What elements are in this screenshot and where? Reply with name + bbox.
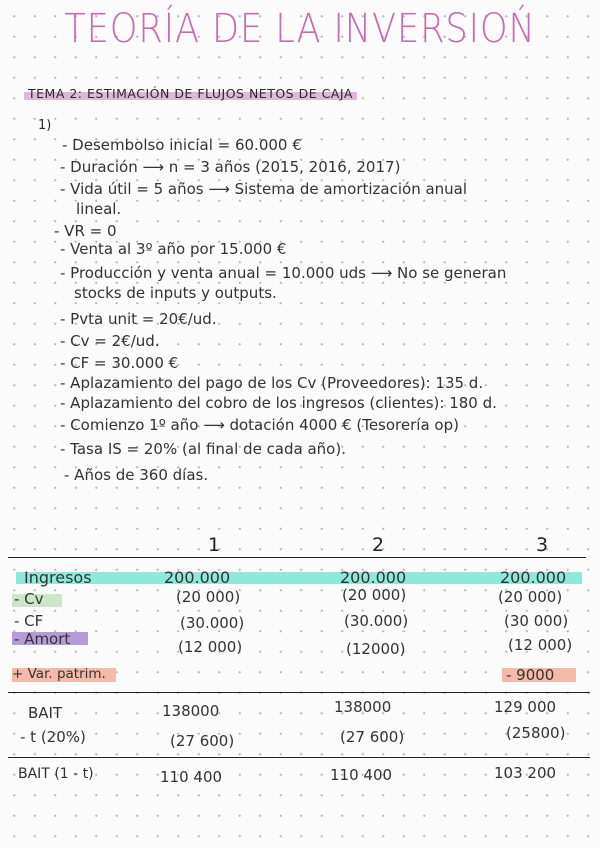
exercise-number: 1): [38, 118, 52, 133]
table-cell: 103 200: [494, 764, 557, 782]
note-line: - Venta al 3º año por 15.000 €: [60, 240, 287, 258]
row-label: - Amort: [14, 630, 71, 648]
table-divider: [8, 757, 590, 758]
table-cell: (27 600): [340, 728, 405, 746]
table-cell: 138000: [162, 702, 220, 720]
note-line: - Tasa IS = 20% (al final de cada año).: [60, 440, 346, 458]
note-line: - Comienzo 1º año ⟶ dotación 4000 € (Tesorería op): [60, 416, 459, 434]
note-line: - CF = 30.000 €: [60, 354, 179, 372]
table-cell: 200.000: [340, 568, 407, 587]
table-cell: (25800): [506, 724, 566, 742]
table-cell: (12 000): [508, 636, 573, 654]
row-label: Ingresos: [24, 568, 92, 587]
table-cell: (27 600): [170, 732, 235, 750]
table-cell: (30.000): [180, 614, 245, 632]
table-cell: 200.000: [500, 568, 567, 587]
row-label: BAIT (1 - t): [18, 766, 94, 782]
table-divider: [8, 557, 586, 558]
note-line: - Producción y venta anual = 10.000 uds ⟶ No se generan: [60, 264, 507, 282]
ingresos-highlight: [16, 572, 582, 584]
row-label: - Cv: [14, 590, 44, 608]
note-line: - Pvta unit = 20€/ud.: [60, 310, 217, 328]
note-line: stocks de inputs y outputs.: [74, 284, 277, 302]
table-cell: (12000): [346, 640, 406, 658]
table-cell: 110 400: [160, 768, 223, 786]
note-line: - Duración ⟶ n = 3 años (2015, 2016, 2017): [60, 158, 401, 176]
year-header: 2: [372, 534, 385, 556]
table-cell: 138000: [334, 698, 392, 716]
note-line: - Vida útil = 5 años ⟶ Sistema de amortización anual: [60, 180, 468, 198]
note-line: - VR = 0: [54, 222, 117, 240]
note-line: - Cv = 2€/ud.: [60, 332, 160, 350]
note-line: lineal.: [76, 200, 122, 218]
table-cell: 200.000: [164, 568, 231, 587]
table-cell: (20 000): [176, 588, 241, 606]
table-cell: (20 000): [498, 588, 563, 606]
table-cell: 110 400: [330, 766, 393, 784]
table-divider: [8, 692, 590, 693]
row-label: - CF: [14, 612, 44, 630]
table-cell: 129 000: [494, 698, 557, 716]
note-line: - Aplazamiento del cobro de los ingresos (clientes): 180 d.: [60, 394, 497, 412]
table-cell: (20 000): [342, 586, 407, 604]
note-line: - Desembolso inicial = 60.000 €: [62, 136, 302, 154]
row-label: BAIT: [28, 704, 63, 722]
table-cell: (30.000): [344, 612, 409, 630]
table-cell: - 9000: [506, 666, 555, 684]
year-header: 3: [536, 534, 549, 556]
row-label: - t (20%): [20, 728, 86, 746]
page-title: TEORÍA DE LA INVERSIOŃ: [64, 6, 536, 52]
table-cell: (12 000): [178, 638, 243, 656]
year-header: 1: [208, 534, 221, 556]
topic-heading: TEMA 2: ESTIMACIÓN DE FLUJOS NETOS DE CAJA: [24, 86, 357, 101]
note-line: - Años de 360 días.: [64, 466, 209, 484]
table-cell: (30 000): [504, 612, 569, 630]
row-label: + Var. patrim.: [12, 666, 106, 682]
note-line: - Aplazamiento del pago de los Cv (Proveedores): 135 d.: [60, 374, 484, 392]
